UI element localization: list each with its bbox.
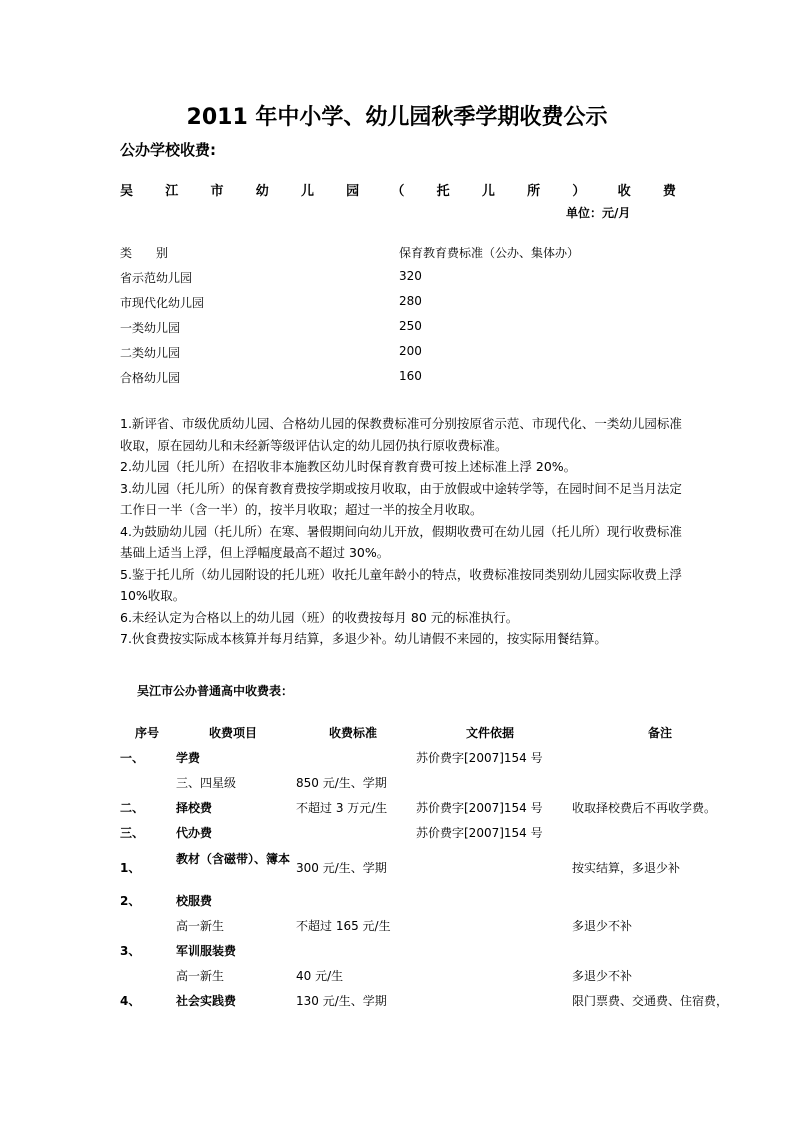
row-no: 一、 [120, 751, 145, 765]
kg-row-category: 合格幼儿园 [120, 371, 181, 385]
row-remark: 收取择校费后不再收学费。 [572, 801, 717, 815]
note-item: 7.伙食费按实际成本核算并每月结算，多退少补。幼儿请假不来园的，按实际用餐结算。 [120, 631, 607, 646]
row-item: 高一新生 [176, 969, 225, 983]
kg-row-category: 二类幼儿园 [120, 346, 181, 360]
heading-char: 所 [527, 184, 541, 199]
row-standard: 不超过 3 万元/生 [296, 801, 388, 815]
kg-row-fee: 160 [399, 369, 422, 383]
row-item: 军训服装费 [176, 944, 237, 958]
heading-char: 托 [436, 184, 450, 199]
row-item: 社会实践费 [176, 994, 237, 1008]
kg-row-fee: 280 [399, 294, 422, 308]
heading-char: ） [572, 184, 586, 199]
note-item: 4.为鼓励幼儿园（托儿所）在寒、暑假期间向幼儿开放，假期收费可在幼儿园（托儿所）现行收费标准基础上适当上浮，但上浮幅度最高不超过 30%。 [120, 523, 682, 560]
kg-row-fee: 250 [399, 319, 422, 333]
heading-char: 收 [617, 184, 631, 199]
row-item: 三、四星级 [176, 776, 237, 790]
row-item: 代办费 [176, 826, 213, 840]
heading-char: 幼 [255, 184, 269, 199]
note-item: 1.新评省、市级优质幼儿园、合格幼儿园的保教费标准可分别按原省示范、市现代化、一类幼儿园标准收取，原在园幼儿和未经新等级评估认定的幼儿园仍执行原收费标准。 [120, 416, 682, 453]
col-header-standard: 收费标准 [329, 726, 378, 740]
row-basis: 苏价费字[2007]154 号 [416, 826, 543, 840]
row-remark: 限门票费、交通费、住宿费， [572, 994, 729, 1008]
note-item: 2.幼儿园（托儿所）在招收非本施教区幼儿时保育教育费可按上述标准上浮 20%。 [120, 459, 577, 474]
note-item: 6.未经认定为合格以上的幼儿园（班）的收费按每月 80 元的标准执行。 [120, 609, 519, 625]
heading-char: 儿 [300, 184, 314, 199]
row-remark: 多退少不补 [572, 969, 633, 983]
kg-row-fee: 200 [399, 344, 422, 358]
highschool-title: 吴江市公办普通高中收费表： [137, 684, 294, 698]
row-standard: 300 元/生、学期 [296, 861, 387, 875]
col-header-remark: 备注 [648, 726, 673, 740]
row-standard: 不超过 165 元/生 [296, 919, 391, 933]
row-no: 2、 [120, 894, 141, 908]
heading-char: 吴 [120, 184, 134, 199]
heading-char: 儿 [481, 184, 495, 199]
row-standard: 850 元/生、学期 [296, 776, 387, 790]
note-item: 5.鉴于托儿所（幼儿园附设的托儿班）收托儿童年龄小的特点，收费标准按同类别幼儿园实际收费上浮 10%收取。 [120, 566, 682, 603]
row-no: 二、 [120, 801, 145, 815]
row-remark: 多退少不补 [572, 919, 633, 933]
page-title: 2011 年中小学、幼儿园秋季学期收费公示 [186, 105, 608, 130]
col-header-basis: 文件依据 [466, 726, 515, 740]
row-basis: 苏价费字[2007]154 号 [416, 751, 543, 765]
heading-char: 市 [210, 184, 224, 199]
kg-row-category: 一类幼儿园 [120, 321, 181, 335]
heading-char: 江 [165, 184, 179, 199]
section-subtitle: 公办学校收费: [120, 141, 216, 159]
col-header-no: 序号 [135, 726, 160, 740]
row-standard: 40 元/生 [296, 969, 344, 983]
row-item: 高一新生 [176, 919, 225, 933]
kg-row-fee: 320 [399, 269, 422, 283]
kg-row-category: 市现代化幼儿园 [120, 296, 205, 310]
heading-char: （ [391, 184, 405, 199]
heading-char: 园 [346, 184, 360, 199]
row-basis: 苏价费字[2007]154 号 [416, 801, 543, 815]
row-remark: 按实结算，多退少补 [572, 861, 681, 875]
row-no: 4、 [120, 994, 141, 1008]
row-item: 校服费 [176, 894, 213, 908]
kindergarten-heading [120, 180, 676, 199]
col-header-item: 收费项目 [209, 726, 258, 740]
kg-header-category: 类 别 [120, 246, 169, 260]
row-standard: 130 元/生、学期 [296, 994, 387, 1008]
notes-list [120, 413, 690, 650]
row-item: 择校费 [176, 801, 213, 815]
kg-header-standard: 保育教育费标准（公办、集体办） [399, 246, 580, 260]
heading-char: 费 [662, 184, 676, 199]
row-item: 教材（含磁带）、簿本 [176, 852, 291, 866]
row-no: 3、 [120, 944, 141, 958]
row-no: 1、 [120, 861, 141, 875]
row-no: 三、 [120, 826, 145, 840]
note-item: 3.幼儿园（托儿所）的保育教育费按学期或按月收取，由于放假或中途转学等，在园时间不足当月法定工作日一半（含一半）的，按半月收取；超过一半的按全月收取。 [120, 480, 682, 517]
kg-row-category: 省示范幼儿园 [120, 271, 193, 285]
unit-label: 单位：元/月 [566, 206, 631, 220]
row-item: 学费 [176, 751, 201, 765]
